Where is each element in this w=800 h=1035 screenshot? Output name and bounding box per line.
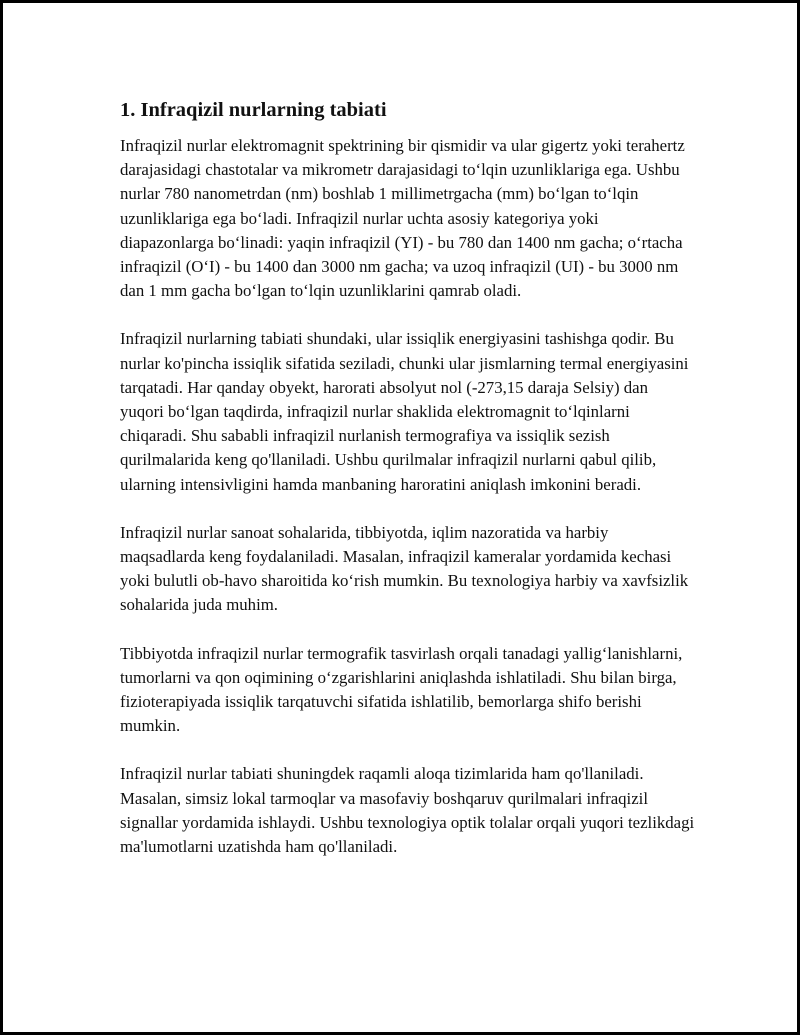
section-heading: 1. Infraqizil nurlarning tabiati [120,99,387,121]
document-body [120,97,695,883]
paragraph-2: Infraqizil nurlarning tabiati shundaki, ular issiqlik energiyasini tashishga qodir. Bu nurlar ko'pincha issiqlik sifatida seziladi, chunki ular jismlarning termal energiyasini tarqatadi. Har qanday obyekt, harorati absolyut nol (-273,15 daraja Selsiy) dan yuqori bo‘lgan taqdirda, infraqizil nurlar shaklida elektromagnit to‘lqinlarni chiqaradi. Shu sababli infraqizil nurlanish termografiya va issiqlik sezish qurilmalarida keng qo'llaniladi. Ushbu qurilmalar infraqizil nurlarni qabul qilib, ularning intensivligini hamda manbaning haroratini aniqlash imkonini beradi. [120,329,689,494]
paragraph-3: Infraqizil nurlar sanoat sohalarida, tibbiyotda, iqlim nazoratida va harbiy maqsadlarda keng foydalaniladi. Masalan, infraqizil kameralar yordamida kechasi yoki bulutli ob-havo sharoitida ko‘rish mumkin. Bu texnologiya harbiy va xavfsizlik sohalarida juda muhim. [120,522,689,615]
paragraph-4: Tibbiyotda infraqizil nurlar termografik tasvirlash orqali tanadagi yallig‘lanishlarni, tumorlarni va qon oqimining o‘zgarishlarini aniqlashda ishlatiladi. Shu bilan birga, fizioterapiyada issiqlik tarqatuvchi sifatida ishlatilib, bemorlarga shifo berishi mumkin. [120,643,683,736]
paragraph-1: Infraqizil nurlar elektromagnit spektrining bir qismidir va ular gigertz yoki terahertz darajasidagi chastotalar va mikrometr darajasidagi to‘lqin uzunliklariga ega. Ushbu nurlar 780 nanometrdan (nm) boshlab 1 millimetrgacha (mm) bo‘lgan to‘lqin uzunliklariga ega bo‘ladi. Infraqizil nurlar uchta asosiy kategoriya yoki diapazonlarga bo‘linadi: yaqin infraqizil (YI) - bu 780 dan 1400 nm gacha; o‘rtacha infraqizil (O‘I) - bu 1400 dan 3000 nm gacha; va uzoq infraqizil (UI) - bu 3000 nm dan 1 mm gacha bo‘lgan to‘lqin uzunliklarini qamrab oladi. [120,136,685,301]
paragraph-5: Infraqizil nurlar tabiati shuningdek raqamli aloqa tizimlarida ham qo'llaniladi. Masalan, simsiz lokal tarmoqlar va masofaviy boshqaruv qurilmalari infraqizil signallar yordamida ishlaydi. Ushbu texnologiya optik tolalar orqali yuqori tezlikdagi ma'lumotlarni uzatishda ham qo'llaniladi. [120,764,695,857]
